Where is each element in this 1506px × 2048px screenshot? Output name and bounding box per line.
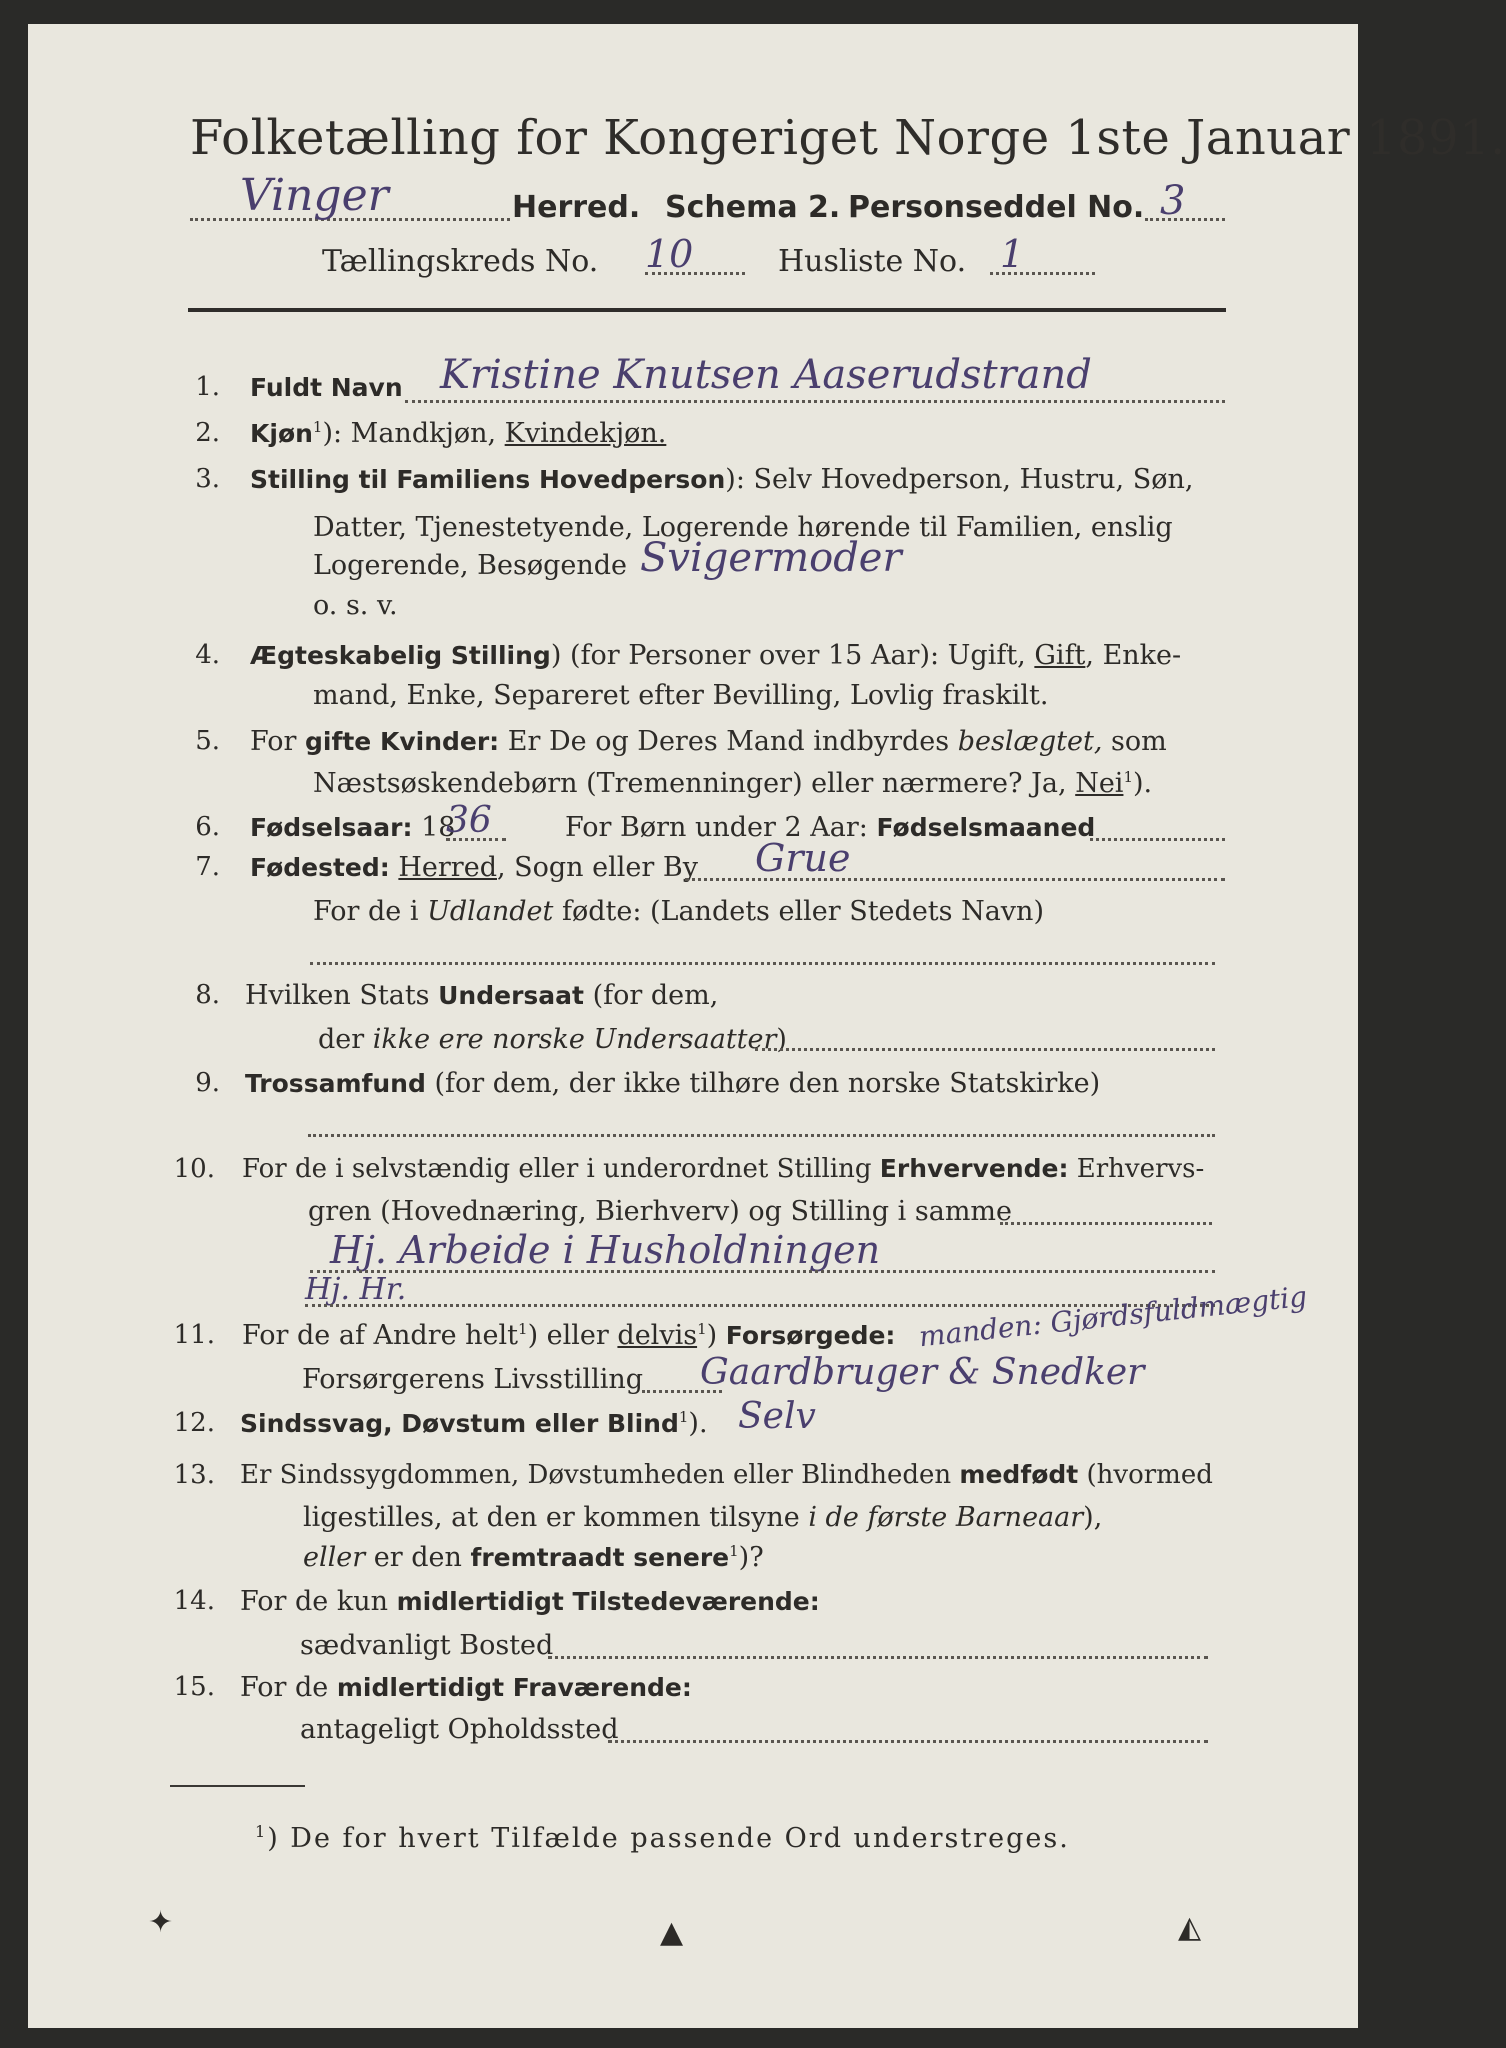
- congenital-or: eller: [303, 1542, 366, 1573]
- citizenship-question: (for dem,: [592, 980, 719, 1011]
- occupation-value: Hj. Arbeide i Husholdningen: [330, 1228, 881, 1272]
- item-number: 6.: [195, 812, 220, 842]
- family-position-options-3: Logerende, Besøgende: [313, 550, 627, 581]
- birthplace-selected: Herred: [398, 852, 497, 883]
- married-women-som: som: [1111, 726, 1167, 757]
- item-number: 8.: [195, 980, 220, 1010]
- kreds-value: 10: [645, 232, 694, 276]
- married-women-pre: For: [250, 726, 297, 757]
- occupation-dotted-line-1: [1000, 1222, 1212, 1225]
- religion-dotted-line: [308, 1134, 1215, 1137]
- item-number: 3.: [195, 464, 220, 494]
- item-number: 15.: [173, 1672, 215, 1702]
- birthplace-dotted-line: [685, 878, 1225, 881]
- footnote-text: ) De for hvert Tilfælde passende Ord understreges.: [267, 1823, 1070, 1854]
- disability-label: Sindssvag, Døvstum eller Blind: [240, 1409, 679, 1438]
- abroad-pre: For de i: [313, 896, 419, 927]
- supported-question: For de af Andre helt: [242, 1320, 519, 1351]
- abroad-dotted-line: [310, 962, 1215, 965]
- abroad-word: Udlandet: [427, 896, 554, 927]
- husliste-label: Husliste No.: [778, 244, 967, 279]
- item-number: 2.: [195, 418, 220, 448]
- occupation-question-end: Erhvervs-: [1076, 1154, 1205, 1184]
- disability-end: ).: [688, 1408, 708, 1439]
- herred-label: Herred.: [512, 190, 641, 225]
- married-women-question: Er De og Deres Mand indbyrdes: [507, 726, 950, 757]
- congenital-question: Er Sindssygdommen, Døvstumheden eller Blindheden: [240, 1460, 952, 1490]
- usual-residence-dotted-line: [548, 1656, 1208, 1659]
- footnote: [255, 1822, 1070, 1854]
- footnote-sup: 1: [255, 1822, 268, 1841]
- birth-month-question: For Børn under 2 Aar:: [565, 812, 868, 843]
- item-number: 14.: [173, 1586, 215, 1616]
- congenital-label: medfødt: [959, 1460, 1079, 1489]
- supported-selected: delvis: [617, 1320, 698, 1351]
- birth-month-label: Fødselsmaaned: [876, 813, 1096, 842]
- family-position-label: Stilling til Familiens Hovedperson: [250, 465, 726, 494]
- occupation-dotted-line-2: [310, 1270, 1215, 1273]
- scan-mark-center: ▲: [660, 1915, 684, 1950]
- congenital-question-2: ligestilles, at den er kommen tilsyne: [303, 1502, 800, 1533]
- family-position-value: Svigermoder: [640, 535, 902, 581]
- birthplace-options: , Sogn eller By: [496, 852, 698, 883]
- header-rule: [188, 308, 1226, 312]
- temporary-present-pre: For de kun: [240, 1586, 388, 1617]
- probable-residence-dotted-line: [608, 1740, 1208, 1743]
- personseddel-value: 3: [1160, 178, 1186, 224]
- herred-value: Vinger: [240, 170, 389, 221]
- name-value: Kristine Knutsen Aaserudstrand: [440, 352, 1092, 398]
- husliste-value: 1: [1000, 232, 1025, 276]
- name-label: Fuldt Navn: [250, 373, 403, 402]
- citizenship-label: Undersaat: [438, 981, 584, 1010]
- birthplace-label: Fødested:: [250, 853, 390, 882]
- birth-year-dotted-line: [446, 838, 506, 841]
- abroad-question: fødte: (Landets eller Stedets Navn): [561, 896, 1044, 927]
- birthplace-value: Grue: [755, 836, 851, 880]
- gender-label: Kjøn: [250, 419, 313, 448]
- scan-mark-left: ✦: [148, 1905, 174, 1940]
- probable-residence-label: antageligt Opholdssted: [300, 1714, 619, 1745]
- schema-label: Schema 2.: [665, 190, 841, 225]
- provider-occupation-value: Gaardbruger & Snedker: [700, 1352, 1145, 1393]
- kreds-dotted-line: [645, 272, 745, 275]
- scan-mark-right: ◭: [1178, 1910, 1202, 1945]
- married-women-label: gifte Kvinder:: [305, 727, 500, 756]
- occupation-label: Erhvervende:: [879, 1154, 1069, 1183]
- marital-status-selected: Gift: [1034, 640, 1086, 671]
- supported-label: Forsørgede:: [725, 1321, 896, 1350]
- item-number: 12.: [173, 1408, 215, 1438]
- congenital-question-3-end: )?: [738, 1542, 764, 1573]
- congenital-question-end: (hvormed: [1086, 1460, 1213, 1490]
- married-women-related: beslægtet,: [957, 726, 1103, 757]
- citizenship-pre-2: der: [318, 1024, 365, 1055]
- item-number: 11.: [173, 1320, 215, 1350]
- family-position-etc: o. s. v.: [313, 590, 398, 621]
- disability-value: Selv: [738, 1396, 816, 1437]
- item-number: 9.: [195, 1068, 220, 1098]
- item-number: 1.: [195, 372, 220, 402]
- occupation-question: For de i selvstændig eller i underordnet Stilling: [242, 1154, 872, 1184]
- congenital-later-label: fremtraadt senere: [470, 1543, 730, 1572]
- marital-status-options: ) (for Personer over 15 Aar): Ugift,: [550, 640, 1026, 671]
- religion-question: (for dem, der ikke tilhøre den norske Statskirke): [434, 1068, 1101, 1099]
- husliste-dotted-line: [990, 272, 1095, 275]
- kreds-label: Tællingskreds No.: [322, 244, 599, 279]
- footnote-ref: 1: [518, 1320, 528, 1338]
- citizenship-pre: Hvilken Stats: [245, 980, 430, 1011]
- usual-residence-label: sædvanligt Bosted: [300, 1630, 554, 1661]
- married-women-selected: Nei: [1075, 768, 1124, 799]
- occupation-question-2: gren (Hovednæring, Bierhverv) og Stilling i samme: [308, 1196, 1013, 1227]
- marital-status-options-end: , Enke-: [1085, 640, 1182, 671]
- married-women-question-2: Næstsøskendebørn (Tremenninger) eller nærmere? Ja,: [313, 768, 1067, 799]
- congenital-question-2-end: ),: [1083, 1502, 1103, 1533]
- birth-year-label: Fødselsaar:: [250, 813, 413, 842]
- birth-year-value: 36: [446, 800, 492, 841]
- congenital-first-years: i de første Barneaar: [808, 1502, 1084, 1533]
- item-number: 13.: [173, 1460, 215, 1490]
- temporary-absent-label: midlertidigt Fraværende:: [336, 1673, 692, 1702]
- footnote-ref: 1: [312, 418, 323, 436]
- item-number: 10.: [173, 1154, 215, 1184]
- provider-occupation-label: Forsørgerens Livsstilling: [302, 1364, 644, 1395]
- occupation-value-2: Hj. Hr.: [305, 1272, 407, 1307]
- footnote-rule: [170, 1785, 305, 1787]
- gender-selected: Kvindekjøn.: [504, 418, 667, 449]
- marital-status-options-2: mand, Enke, Separeret efter Bevilling, Lovlig fraskilt.: [313, 680, 1049, 711]
- birth-month-dotted-line: [1090, 838, 1225, 841]
- citizenship-foreign: ikke ere norske Undersaatter: [372, 1024, 777, 1055]
- item-number: 4.: [195, 640, 220, 670]
- family-position-options: ): Selv Hovedperson, Hustru, Søn,: [725, 464, 1194, 495]
- supported-value-top: manden: Gjørdsfuldmægtig: [917, 1279, 1309, 1354]
- religion-label: Trossamfund: [245, 1069, 426, 1098]
- personseddel-label: Personseddel No.: [848, 190, 1145, 225]
- supported-or: ) eller: [527, 1320, 609, 1351]
- temporary-present-label: midlertidigt Tilstedeværende:: [396, 1587, 820, 1616]
- temporary-absent-pre: For de: [240, 1672, 329, 1703]
- item-number: 5.: [195, 726, 220, 756]
- supported-close: ): [706, 1320, 718, 1351]
- birth-year-prefix: 18: [421, 812, 456, 843]
- item-number: 7.: [195, 852, 220, 882]
- family-position-options-2: Datter, Tjenestetyende, Logerende hørende til Familien, enslig: [313, 512, 1173, 543]
- name-dotted-line: [405, 400, 1225, 403]
- congenital-question-3: er den: [373, 1542, 462, 1573]
- marital-status-label: Ægteskabelig Stilling: [250, 641, 551, 670]
- gender-options: ): Mandkjøn,: [322, 418, 497, 449]
- married-women-end: ).: [1133, 768, 1153, 799]
- form-title: Folketælling for Kongeriget Norge 1ste Januar 1891.: [190, 110, 1506, 166]
- citizenship-end: ): [776, 1024, 787, 1055]
- citizenship-dotted-line: [755, 1048, 1215, 1051]
